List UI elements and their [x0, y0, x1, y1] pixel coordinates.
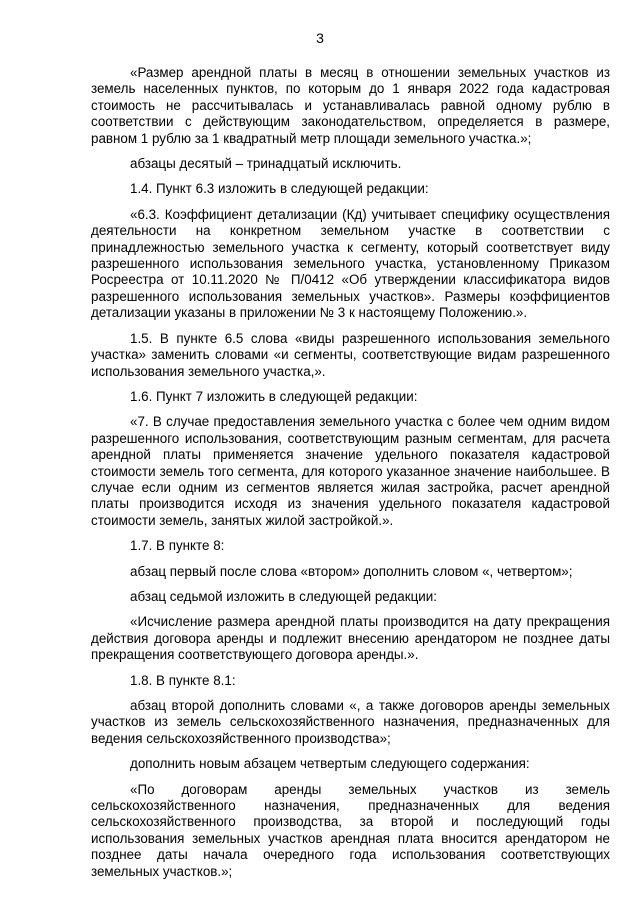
- document-body: [91, 65, 610, 880]
- paragraph: абзац седьмой изложить в следующей редакции:: [130, 588, 437, 604]
- paragraph: «По договорам аренды земельных участков из земель сельскохозяйственного назначения, предназначенных для ведения сельскохозяйственного производства, за второй и последующий годы использования земельных участков арендная плата вносится арендатором не позднее даты начала очередного года использования соответствующих земельных участков.»;: [91, 781, 610, 879]
- paragraph: 1.4. Пункт 6.3 изложить в следующей редакции:: [130, 181, 429, 197]
- paragraph: 1.8. В пункте 8.1:: [130, 672, 236, 688]
- paragraph: «6.3. Коэффициент детализации (Кд) учитывает специфику осуществления деятельности на конкретном земельном участке в соответствии с принадлежностью земельного участка к сегменту, который соответствует виду разрешенного использования земельного участка, установленному Приказом Росреестра от 10.11.2020 № П/0412 «Об утверждении классификатора видов разрешенного использования земельных участков». Размеры коэффициентов детализации указаны в приложении № 3 к настоящему Положению.».: [91, 206, 610, 321]
- paragraph: абзацы десятый – тринадцатый исключить.: [130, 156, 402, 172]
- paragraph: «Размер арендной платы в месяц в отношении земельных участков из земель населенных пунктов, по которым до 1 января 2022 года кадастровая стоимость не рассчитывалась и устанавливалась равной одному рублю в соответствии с действующим законодательством, определяется в размере, равном 1 рублю за 1 квадратный метр площади земельного участка.»;: [91, 65, 610, 146]
- paragraph: дополнить новым абзацем четвертым следующего содержания:: [130, 756, 530, 772]
- paragraph: 1.5. В пункте 6.5 слова «виды разрешенного использования земельного участка» заменить словами «и сегменты, соответствующие видам разрешенного использования земельного участка,».: [91, 330, 610, 379]
- page-number: 3: [316, 30, 324, 46]
- paragraph: «Исчисление размера арендной платы производится на дату прекращения действия договора аренды и подлежит внесению арендатором не позднее даты прекращения соответствующего договора аренды.».: [91, 614, 610, 663]
- paragraph: абзац первый после слова «втором» дополнить словом «, четвертом»;: [130, 563, 573, 579]
- paragraph: абзац второй дополнить словами «, а также договоров аренды земельных участков из земель сельскохозяйственного назначения, предназначенных для ведения сельскохозяйственного производства»;: [91, 698, 610, 746]
- paragraph: «7. В случае предоставления земельного участка с более чем одним видом разрешенного использования, соответствующим разным сегментам, для расчета арендной платы применяется значение удельного показателя кадастровой стоимости земель того сегмента, для которого указанное значение наибольшее. В случае если одним из сегментов является жилая застройка, расчет арендной платы производится исходя из значения удельного показателя кадастровой стоимости земель, занятых жилой застройкой.».: [91, 414, 610, 528]
- paragraph: 1.6. Пункт 7 изложить в следующей редакции:: [130, 388, 418, 404]
- paragraph: 1.7. В пункте 8:: [130, 538, 225, 554]
